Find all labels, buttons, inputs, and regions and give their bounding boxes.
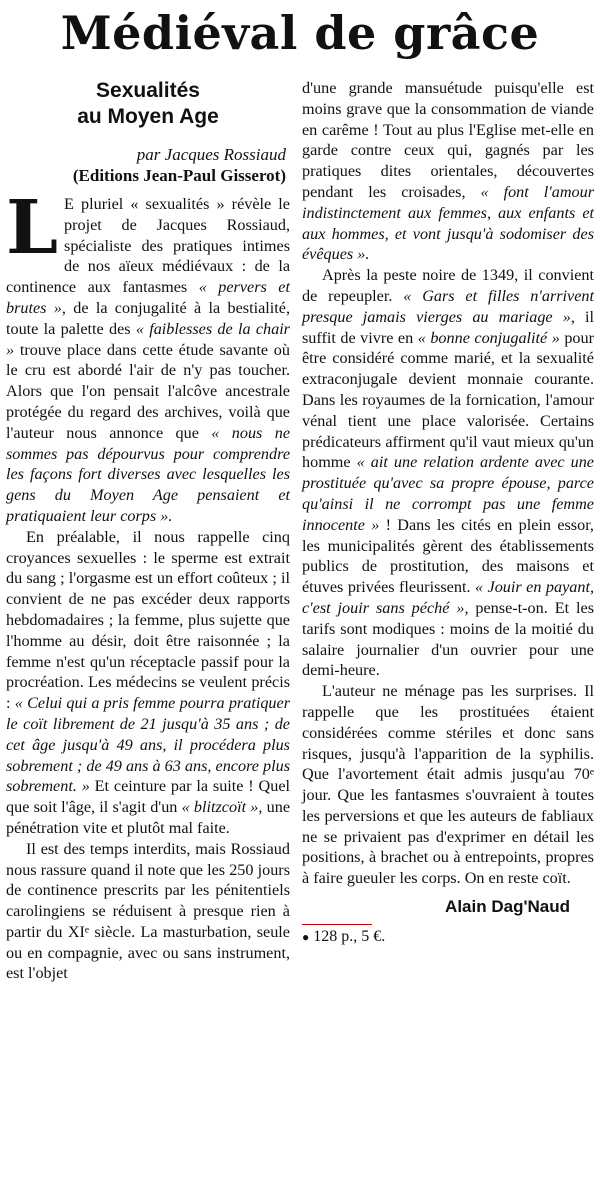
price-info	[302, 927, 594, 948]
quote-text: « Gars et filles n'arrivent presque jamais vierges au mariage »	[302, 286, 594, 326]
body-text: E pluriel « sexualités » révèle le projet de Jacques Rossiaud, spécialiste des pratiques intimes de nos aïeux médiévaux : de la continence aux fantasmes	[6, 195, 290, 297]
paragraph-1	[6, 185, 290, 527]
quote-text: « faiblesses de la chair »	[6, 319, 290, 359]
body-text: , il suffit de vivre en	[302, 307, 594, 347]
drop-cap: L	[6, 185, 59, 271]
headline: Médiéval de grâce	[60, 6, 540, 60]
quote-text: « pervers et brutes »	[6, 278, 290, 317]
body-text: , de la conjugalité à la bestialité, toute la palette des	[6, 298, 290, 338]
body-text: , pense-t-on. Et les tarifs sont modiques : moins de la moitié du salaire journalier d'un ouvrier pour une demi-heure.	[302, 598, 594, 680]
quote-text: « font l'amour indistinctement aux femmes, aux enfants et aux hommes, et vont jusqu'à sodomiser des évêques ».	[302, 182, 595, 264]
paragraph-2	[6, 527, 290, 839]
body-text: Il est des temps interdits, mais Rossiaud nous rassure quand il note que les 250 jours de continence prescrits par les pénitentiels carolingiens se réduisent à presque rien à partir du XIᵉ siècle. La masturbation, seule ou en compagnie, avec ou sans instrument, est l'objet	[6, 839, 290, 983]
book-author: par Jacques Rossiaud	[136, 145, 286, 164]
body-text: L'auteur ne ménage pas les surprises. Il rappelle que les prostituées étaient considérées comme stériles et donc sans risques, jusqu'à l'apparition de la syphilis. Que l'avortement était admis jusqu'au 70ᵉ jour. Que les fantasmes s'ouvraient à toutes les perversions et que les auteurs de fabliaux ne se privaient pas d'exprimer en détail les positions, à brachet ou à entrepoints, propres à faire gueuler les corps. On en reste coït.	[302, 682, 594, 888]
body-text: ! Dans les cités en plein essor, les municipalités gèrent des établissements publics de prostitution, des maisons et étuves privées fleurissent.	[302, 515, 594, 597]
author-signature: Alain Dag'Naud	[445, 897, 570, 917]
right-column	[302, 78, 594, 1197]
quote-text: « bonne conjugalité »	[417, 328, 560, 347]
paragraph-3-continued	[302, 78, 594, 265]
quote-text: « nous ne sommes pas dépourvus pour comprendre les façons fort diverses avec lesquelles les gens du Moyen Age pensaient et pratiquaient leur corps ».	[6, 423, 290, 525]
quote-text: « Jouir en payant, c'est jouir sans péché »	[302, 578, 594, 617]
body-text: d'une grande mansuétude puisqu'elle est moins grave que la consommation de viande en carême ! Tout au plus l'Eglise met-elle en garde contre ceux qui, gagnés par les pratiques dites orientales, découvertes pendant les croisades,	[302, 79, 594, 201]
price-text: 128 p., 5 €.	[313, 927, 386, 945]
book-title-line-2: au Moyen Age	[77, 105, 219, 128]
left-column	[6, 78, 290, 1197]
paragraph-3	[6, 839, 290, 985]
quote-text: « blitzcoït »	[181, 798, 259, 817]
body-text: trouve place dans cette étude savante où le cru est abordé l'air de n'y pas toucher. Alors que l'on pensait l'alcôve ancestrale protégée du regard des archives, voilà que l'auteur nous annonce que	[6, 340, 290, 442]
body-text: Après la peste noire de 1349, il convient de repeupler.	[302, 266, 594, 305]
quote-text: « ait une relation ardente avec une prostituée qu'avec sa propre épouse, parce qu'ainsi il ne corrompt pas une femme innocente »	[302, 453, 594, 534]
paragraph-5	[302, 681, 594, 889]
price-divider	[302, 924, 372, 925]
bullet-icon: ●	[302, 929, 310, 944]
book-title	[6, 78, 290, 130]
quote-text: « Celui qui a pris femme pourra pratiquer le coït librement de 21 jusqu'à 35 ans ; de cet âge jusqu'à 49 ans, il procédera plus sobrement ; de 49 ans à 63 ans, encore plus sobrement. »	[6, 694, 290, 796]
book-publisher: (Editions Jean-Paul Gisserot)	[72, 166, 286, 185]
body-text: Et ceinture par la suite ! Quel que soit l'âge, il s'agit d'un	[6, 777, 291, 817]
body-text: pour être considéré comme marié, et la sexualité extraconjugale devient monnaie courante. Dans les royaumes de la fornication, l'amour vénal tient une place valorisée. Certains prédicateurs affirment qu'il vaut mieux qu'un homme	[302, 328, 594, 472]
body-text: , une pénétration vite et plutôt mal faite.	[6, 798, 290, 837]
paragraph-4	[302, 265, 594, 681]
book-title-line-1: Sexualités	[96, 79, 200, 102]
body-text: En préalable, il nous rappelle cinq croyances sexuelles : le sperme est extrait du sang ; l'orgasme est un effort coûteux ; il convient de ne pas excéder deux rapports hebdomadaires ; la femme, plus sujette que l'homme au désir, doit être raisonnée ; la femme n'est qu'un réceptacle passif pour la procréation. Les médecins se veulent précis :	[6, 527, 290, 713]
